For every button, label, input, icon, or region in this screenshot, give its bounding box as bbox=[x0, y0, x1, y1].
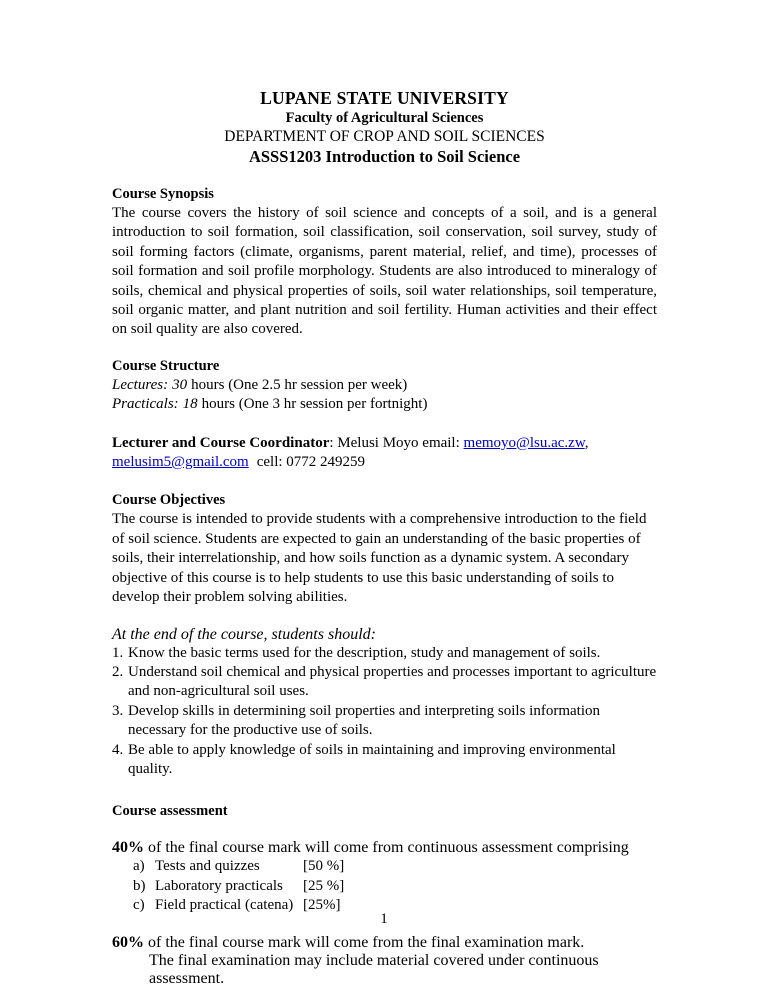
faculty-name: Faculty of Agricultural Sciences bbox=[285, 110, 484, 126]
objective-text: Understand soil chemical and physical properties and processes important to agriculture and non-agricultural soil uses. bbox=[128, 663, 657, 700]
component-label: Tests and quizzes bbox=[155, 858, 260, 875]
lectures-detail: hours (One 2.5 hr session per week) bbox=[191, 376, 408, 393]
list-item bbox=[112, 877, 657, 896]
component-letter: b) bbox=[133, 877, 146, 894]
university-name: LUPANE STATE UNIVERSITY bbox=[260, 88, 509, 108]
lectures-hours: 30 bbox=[172, 376, 188, 393]
continuous-assessment-text: of the final course mark will come from continuous assessment comprising bbox=[144, 839, 629, 857]
component-letter: a) bbox=[133, 858, 145, 875]
course-objectives-heading: Course Objectives bbox=[112, 492, 226, 509]
objective-text: Know the basic terms used for the description, study and management of soils. bbox=[128, 644, 601, 661]
component-letter: c) bbox=[133, 897, 145, 914]
course-objectives-section bbox=[112, 491, 657, 779]
objectives-spacer bbox=[112, 608, 657, 626]
component-weight: [50 %] bbox=[303, 858, 345, 875]
objective-text: Be able to apply knowledge of soils in maintaining and improving environmental quality. bbox=[128, 741, 616, 777]
final-exam-note: The final examination may include material covered under continuous assessment. bbox=[149, 951, 599, 987]
lecturer-section bbox=[112, 434, 657, 473]
list-item bbox=[112, 702, 657, 741]
document-header bbox=[112, 88, 657, 167]
department-name: DEPARTMENT OF CROP AND SOIL SCIENCES bbox=[224, 128, 545, 145]
final-exam-text: of the final course mark will come from the final examination mark. bbox=[144, 933, 585, 951]
objective-number: 1. bbox=[112, 644, 124, 661]
component-weight: [25 %] bbox=[303, 877, 345, 894]
course-assessment-heading: Course assessment bbox=[112, 803, 228, 820]
objectives-list-lead: At the end of the course, students should: bbox=[112, 625, 376, 643]
component-label: Laboratory practicals bbox=[155, 877, 283, 894]
lecturer-role-label: Lecturer and Course Coordinator bbox=[112, 434, 330, 451]
continuous-assessment-weight: 40% bbox=[112, 839, 144, 857]
lectures-line bbox=[112, 376, 657, 395]
assessment-components-list bbox=[112, 857, 657, 915]
course-objectives-intro: The course is intended to provide students with a comprehensive introduction to the field of soil science. Students are expected to gain an understanding of the basic properties of soils, their interrelationship, and how soils function as a dynamic system. A secondary objective of this course is to help students to use this basic understanding of soils to develop their problem solving abilities. bbox=[112, 511, 647, 606]
list-item bbox=[112, 663, 657, 702]
practicals-line bbox=[112, 395, 657, 414]
objective-number: 2. bbox=[112, 663, 124, 680]
final-exam-weight: 60% bbox=[112, 933, 144, 951]
course-title: ASSS1203 Introduction to Soil Science bbox=[248, 147, 521, 166]
list-item bbox=[112, 857, 657, 876]
practicals-label: Practicals: bbox=[112, 396, 179, 413]
lecturer-email-secondary[interactable]: melusim5@gmail.com bbox=[112, 454, 249, 471]
lecturer-cell: cell: 0772 249259 bbox=[256, 454, 366, 471]
course-synopsis-heading: Course Synopsis bbox=[112, 186, 214, 202]
practicals-detail: hours (One 3 hr session per fortnight) bbox=[201, 396, 428, 413]
list-item bbox=[112, 741, 657, 780]
course-structure-section bbox=[112, 357, 657, 415]
list-item bbox=[112, 644, 657, 663]
final-exam-line bbox=[112, 934, 657, 952]
course-structure-heading: Course Structure bbox=[112, 357, 220, 374]
course-assessment-section bbox=[112, 802, 657, 987]
course-synopsis-text: The course covers the history of soil science and concepts of a soil, and is a general introduction to soil formation, soil classification, soil conservation, soil survey, study of soil forming factors (climate, organisms, parent material, relief, and time), processes of soil formation and soil profile morphology. Students are also introduced to mineralogy of soils, chemical and physical properties of soils, soil water relationships, soil temperature, soil organic matter, and plant nutrition and soil fertility. Human activities and their effect on soil quality are also covered. bbox=[112, 205, 657, 338]
lecturer-email-comma: , bbox=[584, 434, 589, 451]
component-label: Field practical (catena) bbox=[155, 897, 294, 914]
lecturer-name-text: : Melusi Moyo email: bbox=[329, 434, 464, 451]
practicals-hours: 18 bbox=[182, 396, 198, 413]
objective-number: 3. bbox=[112, 702, 124, 719]
component-weight: [25%] bbox=[303, 897, 341, 914]
objective-number: 4. bbox=[112, 741, 124, 758]
lectures-label: Lectures: bbox=[112, 376, 169, 393]
continuous-assessment-line bbox=[112, 839, 657, 857]
page-number: 1 bbox=[380, 911, 388, 927]
document-body bbox=[112, 88, 657, 988]
lecturer-email-primary[interactable]: memoyo@lsu.ac.zw bbox=[463, 434, 585, 451]
course-synopsis-section bbox=[112, 185, 657, 340]
objectives-list bbox=[112, 644, 657, 780]
objective-text: Develop skills in determining soil properties and interpreting soils information necessary for the productive use of soils. bbox=[128, 702, 601, 739]
assessment-spacer-top bbox=[112, 821, 657, 839]
page-footer bbox=[0, 910, 768, 928]
